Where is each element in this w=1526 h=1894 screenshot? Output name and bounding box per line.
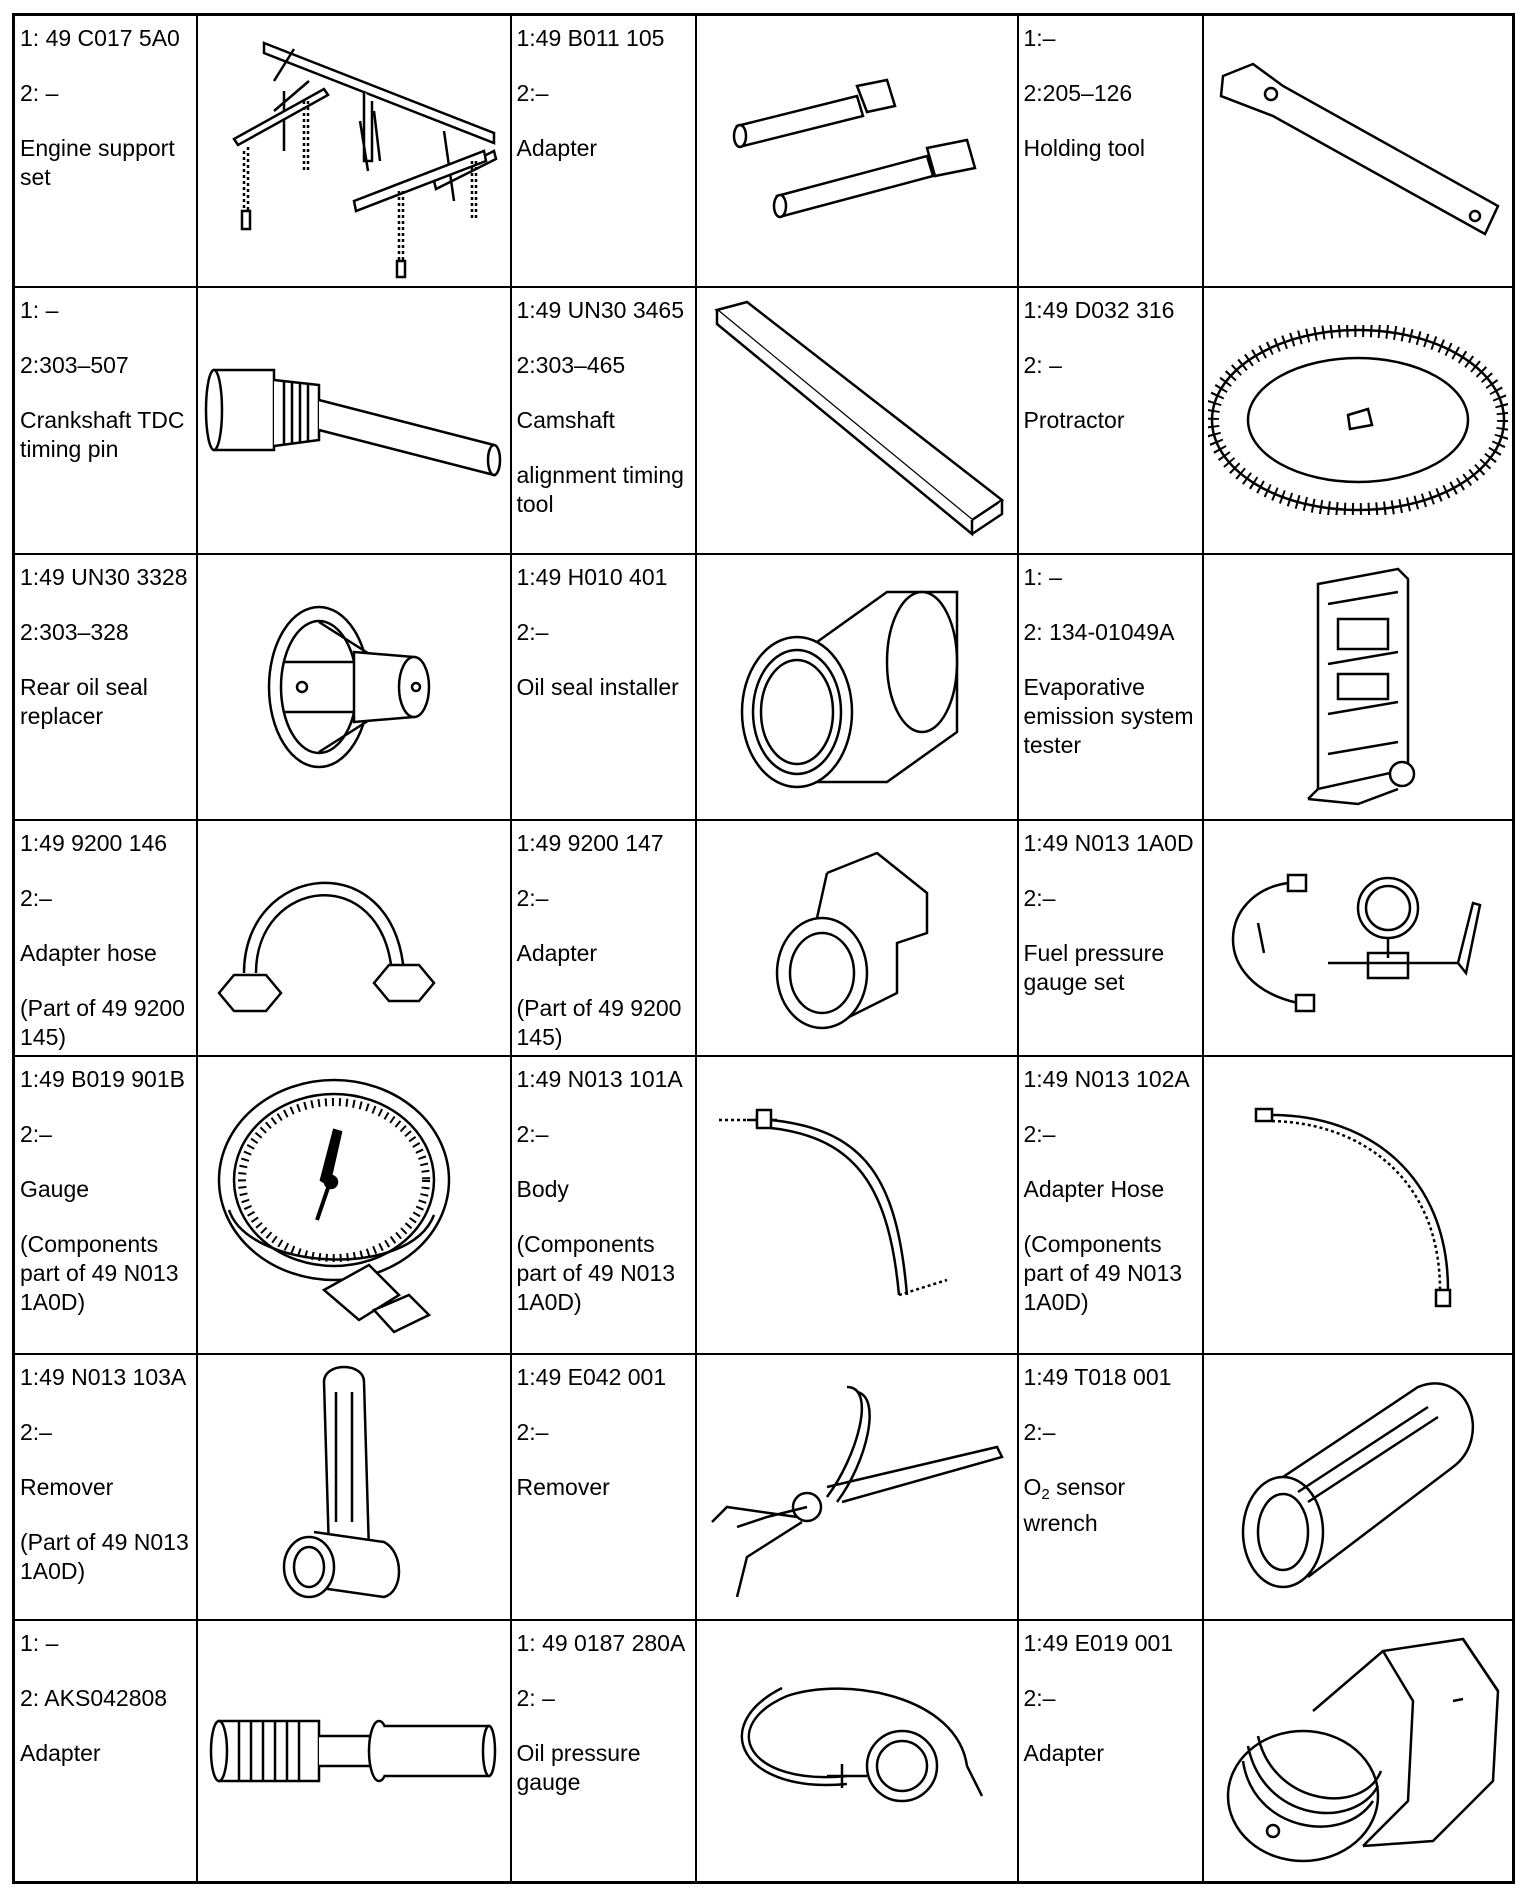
- tool-cell: [1018, 1354, 1203, 1620]
- tool-name: Fuel pressure gauge set: [1023, 939, 1165, 995]
- tool-alt-number: 2:–: [1023, 1684, 1056, 1711]
- holding-tool-icon: [1203, 15, 1514, 287]
- tool-part-number: 1:49 N013 1A0D: [1023, 829, 1194, 856]
- tool-alt-number: 2:–: [20, 884, 52, 911]
- tool-cell: [511, 1620, 696, 1883]
- tool-part-number: 1:49 N013 101A: [516, 1065, 683, 1092]
- tool-alt-number: 2:303–465: [516, 351, 626, 378]
- tool-name: Oil pressure gauge: [516, 1739, 641, 1795]
- tool-part-number: 1:49 9200 147: [516, 829, 664, 856]
- tool-part-number: 1: 49 0187 280A: [516, 1629, 686, 1656]
- tool-part-number: 1: –: [20, 1629, 59, 1656]
- tool-cell: [511, 287, 696, 554]
- tool-cell: [511, 820, 696, 1056]
- tool-part-number: 1:49 9200 146: [20, 829, 168, 856]
- tool-name: Engine support set: [20, 135, 175, 190]
- tool-cell: [14, 1620, 197, 1883]
- tool-name: Rear oil seal replacer: [20, 673, 148, 729]
- tool-cell: [1018, 1056, 1203, 1354]
- tool-cell: [511, 1354, 696, 1620]
- tool-note: (Part of 49 9200 145): [20, 994, 185, 1050]
- special-tools-table: [12, 13, 1515, 1884]
- protractor-icon: [1203, 287, 1514, 554]
- oil-gauge-icon: [696, 1620, 1018, 1883]
- tool-cell: [14, 287, 197, 554]
- tool-part-number: 1:49 B011 105: [516, 25, 665, 51]
- tool-alt-number: 2:–: [516, 1120, 549, 1147]
- tool-name-main: O: [1023, 1473, 1042, 1500]
- tool-alt-number: 2:–: [1023, 1418, 1056, 1445]
- tool-cell: [14, 15, 197, 287]
- tool-name: Remover: [516, 1473, 610, 1500]
- tool-cell: [511, 554, 696, 820]
- tool-part-number: 1:49 N013 102A: [1023, 1065, 1190, 1092]
- tool-alt-number: 2:–: [20, 1418, 52, 1445]
- tool-cell: [1018, 15, 1203, 287]
- tool-cell: [1018, 820, 1203, 1056]
- tool-cell: [511, 1056, 696, 1354]
- tool-alt-number: 2: 134-01049A: [1023, 618, 1175, 645]
- tool-name: Oil seal installer: [516, 673, 679, 700]
- table-row: [14, 1056, 1514, 1354]
- tool-cell: [14, 820, 197, 1056]
- tool-name: Adapter: [516, 939, 598, 966]
- tool-name: Crankshaft TDC timing pin: [20, 406, 185, 462]
- timing-pin-icon: [197, 287, 511, 554]
- tool-alt-number: 2: –: [516, 1684, 555, 1711]
- remover-clip-icon: [197, 1354, 511, 1620]
- table-row: [14, 1620, 1514, 1883]
- tool-part-number: 1: –: [20, 296, 59, 323]
- body-hose-icon: [696, 1056, 1018, 1354]
- tool-note: (Components part of 49 N013 1A0D): [20, 1230, 179, 1315]
- tool-alt-number: 2:–: [516, 80, 549, 106]
- tool-note: (Components part of 49 N013 1A0D): [516, 1230, 676, 1315]
- tool-cell: [14, 1056, 197, 1354]
- pliers-icon: [696, 1354, 1018, 1620]
- o2-sensor-wrench-icon: [1203, 1354, 1514, 1620]
- tool-alt-number: 2:–: [1023, 1120, 1056, 1147]
- threaded-adapter-icon: [197, 1620, 511, 1883]
- tool-part-number: 1:49 E019 001: [1023, 1629, 1174, 1656]
- seal-replacer-icon: [197, 554, 511, 820]
- tool-part-number: 1:49 H010 401: [516, 563, 668, 590]
- pressure-gauge-icon: [197, 1056, 511, 1354]
- table-row: [14, 820, 1514, 1056]
- tool-note: alignment timing tool: [516, 461, 684, 517]
- table-row: [14, 554, 1514, 820]
- tool-name-subscript: 2: [1041, 1485, 1050, 1503]
- tool-alt-number: 2:205–126: [1023, 80, 1133, 106]
- tool-name: Body: [516, 1175, 569, 1202]
- hex-adapter-icon: [1203, 1620, 1514, 1883]
- tool-part-number: 1:49 E042 001: [516, 1363, 667, 1390]
- table-row: [14, 1354, 1514, 1620]
- tool-cell: [14, 554, 197, 820]
- tool-part-number: 1: –: [1023, 563, 1062, 590]
- tool-cell: [511, 15, 696, 287]
- fuel-gauge-set-icon: [1203, 820, 1514, 1056]
- tool-name: Adapter: [1023, 1739, 1105, 1766]
- tool-part-number: 1:49 UN30 3328: [20, 563, 188, 590]
- tool-cell: [14, 1354, 197, 1620]
- tool-cell: [1018, 554, 1203, 820]
- tool-name: Adapter hose: [20, 939, 157, 966]
- tool-note: (Components part of 49 N013 1A0D): [1023, 1230, 1183, 1315]
- tool-name: Adapter: [516, 135, 598, 161]
- tool-alt-number: 2:303–328: [20, 618, 129, 645]
- tool-part-number: 1:49 N013 103A: [20, 1363, 187, 1390]
- emission-tester-icon: [1203, 554, 1514, 820]
- adapter-hose-icon: [197, 820, 511, 1056]
- tool-name: Adapter: [20, 1739, 101, 1766]
- tool-alt-number: 2:–: [1023, 884, 1056, 911]
- tool-note: (Part of 49 N013 1A0D): [20, 1528, 189, 1584]
- tool-alt-number: 2: AKS042808: [20, 1684, 168, 1711]
- tool-alt-number: 2:–: [20, 1120, 52, 1147]
- tool-part-number: 1:49 UN30 3465: [516, 296, 685, 323]
- table-row: [14, 15, 1514, 287]
- tool-name: Holding tool: [1023, 135, 1145, 161]
- tool-part-number: 1:49 D032 316: [1023, 296, 1175, 323]
- adapter-line-icon: [1203, 1056, 1514, 1354]
- adapter-sleeve-icon: [696, 820, 1018, 1056]
- tool-part-number: 1:–: [1023, 25, 1056, 51]
- tool-note: (Part of 49 9200 145): [516, 994, 682, 1050]
- tool-name: Camshaft: [516, 406, 615, 433]
- tool-alt-number: 2:303–507: [20, 351, 129, 378]
- tool-part-number: 1:49 B019 901B: [20, 1065, 185, 1092]
- tool-name: Gauge: [20, 1175, 90, 1202]
- tool-cell: [1018, 1620, 1203, 1883]
- tool-cell: [1018, 287, 1203, 554]
- tool-name: [1024, 1473, 1196, 1538]
- tool-name: Remover: [20, 1473, 114, 1500]
- tool-alt-number: 2:–: [516, 1418, 549, 1445]
- tool-alt-number: 2:–: [516, 884, 549, 911]
- adapter-pins-icon: [696, 15, 1018, 287]
- alignment-bar-icon: [696, 287, 1018, 554]
- tool-alt-number: 2: –: [1023, 351, 1062, 378]
- tool-part-number: 1: 49 C017 5A0: [20, 25, 180, 51]
- tool-name: Evaporative emission system tester: [1023, 673, 1194, 758]
- table-row: [14, 287, 1514, 554]
- seal-installer-icon: [696, 554, 1018, 820]
- tool-part-number: 1:49 T018 001: [1023, 1363, 1172, 1390]
- tool-name: Adapter Hose: [1023, 1175, 1165, 1202]
- tool-name: Protractor: [1023, 406, 1125, 433]
- tool-alt-number: 2:–: [516, 618, 549, 645]
- engine-support-set-icon: [197, 15, 511, 287]
- tool-name-rest: sensor wrench: [1023, 1473, 1126, 1536]
- tool-alt-number: 2: –: [20, 80, 59, 106]
